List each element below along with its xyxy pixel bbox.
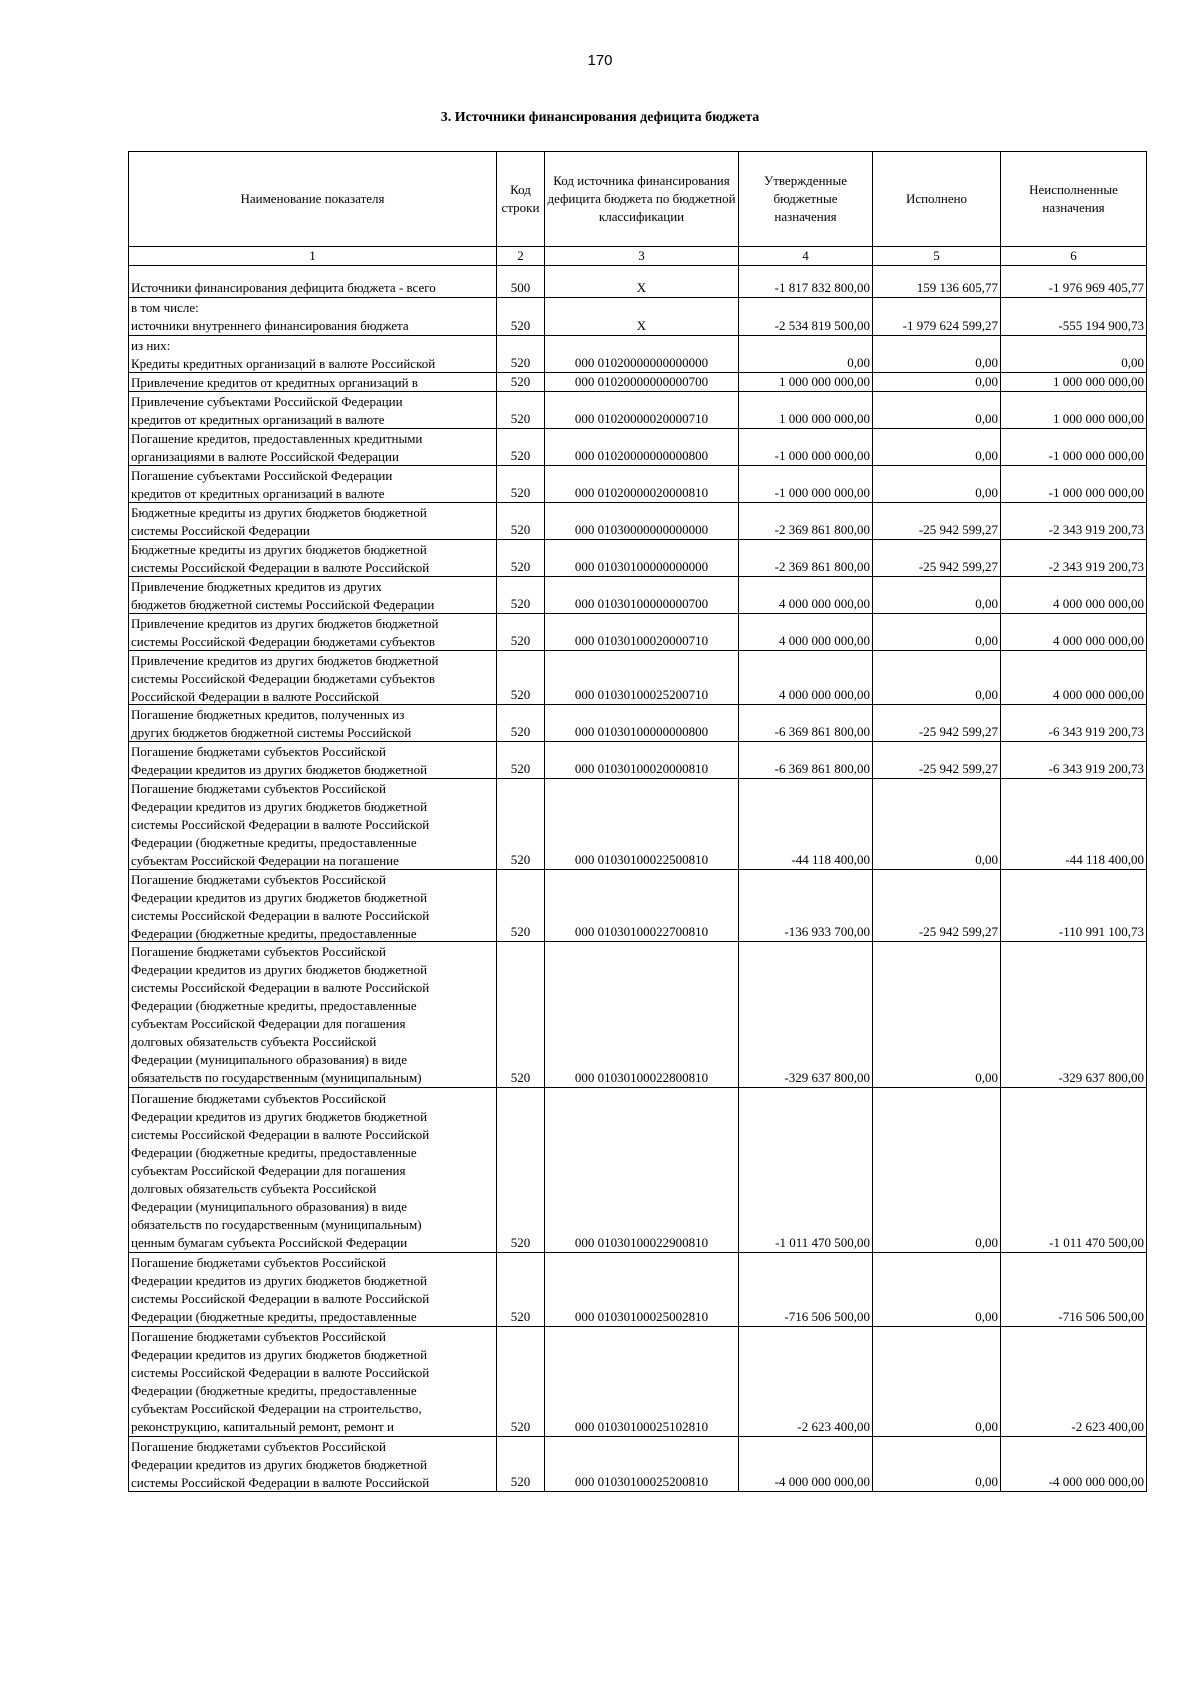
row-name: Погашение бюджетами субъектов Российской Федерации кредитов из других бюджетов бюджетной системы Российской Федерации в валюте Российской Федерации (бюджетные кредиты, предоставленные субъектам Российской Федерации на строительство, реконструкцию, капитальный ремонт, ремонт и xyxy=(131,1329,430,1434)
header-executed: Исполнено xyxy=(873,152,1001,247)
row-source-code: 000 01020000000000000 xyxy=(545,336,739,373)
column-number: 1 xyxy=(129,247,497,266)
header-approved: Утвержденные бюджетные назначения xyxy=(739,152,873,247)
row-executed: 0,00 xyxy=(873,1437,1001,1492)
row-name-cell xyxy=(129,779,497,870)
row-approved: -2 369 861 800,00 xyxy=(739,503,873,540)
row-approved: -1 011 470 500,00 xyxy=(739,1088,873,1253)
table-row xyxy=(129,1327,1147,1437)
row-source-code: 000 01030100025102810 xyxy=(545,1327,739,1437)
row-approved: -1 000 000 000,00 xyxy=(739,429,873,466)
row-approved: -6 369 861 800,00 xyxy=(739,742,873,779)
row-name: Привлечение кредитов из других бюджетов бюджетной системы Российской Федерации бюджетами субъектов xyxy=(131,616,439,649)
row-approved: -1 000 000 000,00 xyxy=(739,466,873,503)
row-executed: -25 942 599,27 xyxy=(873,540,1001,577)
row-source-code: 000 01030000000000000 xyxy=(545,503,739,540)
row-name-cell xyxy=(129,466,497,503)
row-remaining: -44 118 400,00 xyxy=(1001,779,1147,870)
row-executed: 0,00 xyxy=(873,466,1001,503)
row-name: в том числе: источники внутреннего финансирования бюджета xyxy=(131,300,409,333)
row-executed: -25 942 599,27 xyxy=(873,705,1001,742)
row-approved: -6 369 861 800,00 xyxy=(739,705,873,742)
row-approved: -136 933 700,00 xyxy=(739,870,873,942)
table-row xyxy=(129,1253,1147,1327)
row-executed: 0,00 xyxy=(873,429,1001,466)
row-executed: 0,00 xyxy=(873,779,1001,870)
row-name: Погашение бюджетных кредитов, полученных из других бюджетов бюджетной системы Российской xyxy=(131,707,412,740)
row-remaining: 1 000 000 000,00 xyxy=(1001,392,1147,429)
column-number: 2 xyxy=(497,247,545,266)
row-line-code: 520 xyxy=(497,614,545,651)
row-remaining: -2 343 919 200,73 xyxy=(1001,503,1147,540)
row-executed: -25 942 599,27 xyxy=(873,742,1001,779)
row-approved: 4 000 000 000,00 xyxy=(739,577,873,614)
row-approved: -2 369 861 800,00 xyxy=(739,540,873,577)
row-source-code: X xyxy=(545,298,739,336)
row-line-code: 520 xyxy=(497,779,545,870)
row-executed: 0,00 xyxy=(873,1253,1001,1327)
table-row xyxy=(129,651,1147,705)
table-row xyxy=(129,266,1147,298)
row-remaining: -6 343 919 200,73 xyxy=(1001,705,1147,742)
row-name: Погашение бюджетами субъектов Российской Федерации кредитов из других бюджетов бюджетной системы Российской Федерации в валюте Российской Федерации (бюджетные кредиты, предоставленные xyxy=(131,1255,430,1324)
row-line-code: 520 xyxy=(497,742,545,779)
table-row xyxy=(129,466,1147,503)
column-number-row xyxy=(129,247,1147,266)
row-line-code: 520 xyxy=(497,1253,545,1327)
row-name: Погашение кредитов, предоставленных кредитными организациями в валюте Российской Федерации xyxy=(131,431,423,464)
table-row xyxy=(129,614,1147,651)
row-name: Привлечение кредитов из других бюджетов бюджетной системы Российской Федерации бюджетами субъектов Российской Федерации в валюте Российской xyxy=(131,653,439,704)
row-name-cell xyxy=(129,614,497,651)
column-number: 3 xyxy=(545,247,739,266)
row-remaining: -1 011 470 500,00 xyxy=(1001,1088,1147,1253)
row-name: Привлечение кредитов от кредитных организаций в xyxy=(131,375,418,390)
table-header-row xyxy=(129,152,1147,247)
row-name-cell xyxy=(129,577,497,614)
table-row xyxy=(129,336,1147,373)
row-source-code: 000 01020000020000810 xyxy=(545,466,739,503)
row-line-code: 520 xyxy=(497,503,545,540)
row-source-code: 000 01030100000000000 xyxy=(545,540,739,577)
row-remaining: 0,00 xyxy=(1001,336,1147,373)
row-executed: 0,00 xyxy=(873,392,1001,429)
row-name-cell xyxy=(129,870,497,942)
row-remaining: -110 991 100,73 xyxy=(1001,870,1147,942)
row-name-cell xyxy=(129,503,497,540)
page-number: 170 xyxy=(587,52,613,69)
row-executed: 0,00 xyxy=(873,651,1001,705)
row-line-code: 520 xyxy=(497,336,545,373)
table-row xyxy=(129,429,1147,466)
row-executed: 0,00 xyxy=(873,1327,1001,1437)
row-source-code: X xyxy=(545,266,739,298)
row-source-code: 000 01030100022900810 xyxy=(545,1088,739,1253)
header-line-code: Код строки xyxy=(497,152,545,247)
row-source-code: 000 01020000000000700 xyxy=(545,373,739,392)
row-remaining: -716 506 500,00 xyxy=(1001,1253,1147,1327)
row-source-code: 000 01030100020000810 xyxy=(545,742,739,779)
row-executed: 159 136 605,77 xyxy=(873,266,1001,298)
row-line-code: 520 xyxy=(497,705,545,742)
row-name-cell xyxy=(129,705,497,742)
row-line-code: 520 xyxy=(497,870,545,942)
row-source-code: 000 01030100025200710 xyxy=(545,651,739,705)
table-row xyxy=(129,577,1147,614)
row-name-cell xyxy=(129,266,497,298)
row-source-code: 000 01030100022800810 xyxy=(545,942,739,1088)
row-name-cell xyxy=(129,336,497,373)
row-line-code: 520 xyxy=(497,651,545,705)
table-row xyxy=(129,1437,1147,1492)
row-executed: 0,00 xyxy=(873,614,1001,651)
row-source-code: 000 01020000020000710 xyxy=(545,392,739,429)
row-line-code: 520 xyxy=(497,298,545,336)
row-executed: 0,00 xyxy=(873,577,1001,614)
row-name: Погашение бюджетами субъектов Российской Федерации кредитов из других бюджетов бюджетной системы Российской Федерации в валюте Российской xyxy=(131,1439,430,1490)
row-source-code: 000 01030100025002810 xyxy=(545,1253,739,1327)
row-name: Бюджетные кредиты из других бюджетов бюджетной системы Российской Федерации xyxy=(131,505,427,538)
row-source-code: 000 01020000000000800 xyxy=(545,429,739,466)
row-name: Привлечение субъектами Российской Федерации кредитов от кредитных организаций в валюте xyxy=(131,394,403,427)
row-source-code: 000 01030100022500810 xyxy=(545,779,739,870)
header-name: Наименование показателя xyxy=(129,152,497,247)
table-row xyxy=(129,503,1147,540)
row-name-cell xyxy=(129,651,497,705)
row-executed: 0,00 xyxy=(873,942,1001,1088)
table-body xyxy=(129,266,1147,1492)
header-source-code: Код источника финансирования дефицита бюджета по бюджетной классификации xyxy=(545,152,739,247)
row-approved: 0,00 xyxy=(739,336,873,373)
row-approved: -716 506 500,00 xyxy=(739,1253,873,1327)
row-name-cell xyxy=(129,429,497,466)
column-number: 4 xyxy=(739,247,873,266)
row-line-code: 520 xyxy=(497,429,545,466)
row-source-code: 000 01030100022700810 xyxy=(545,870,739,942)
row-approved: -1 817 832 800,00 xyxy=(739,266,873,298)
row-remaining: 4 000 000 000,00 xyxy=(1001,577,1147,614)
row-name-cell xyxy=(129,373,497,392)
row-name-cell xyxy=(129,298,497,336)
row-name-cell xyxy=(129,1327,497,1437)
row-approved: -329 637 800,00 xyxy=(739,942,873,1088)
header-remaining: Неисполненные назначения xyxy=(1001,152,1147,247)
row-approved: 4 000 000 000,00 xyxy=(739,651,873,705)
row-remaining: 1 000 000 000,00 xyxy=(1001,373,1147,392)
row-name: Погашение бюджетами субъектов Российской Федерации кредитов из других бюджетов бюджетной системы Российской Федерации в валюте Российской Федерации (бюджетные кредиты, предоставленные субъектам Российской Федерации для погашения долговых обязательств субъекта Российской Федерации (муниципального образования) в виде обязательств по государственным (муниципальным) xyxy=(131,944,430,1085)
row-remaining: 4 000 000 000,00 xyxy=(1001,651,1147,705)
row-name: Погашение бюджетами субъектов Российской Федерации кредитов из других бюджетов бюджетной системы Российской Федерации в валюте Российской Федерации (бюджетные кредиты, предоставленные xyxy=(131,872,430,941)
row-executed: 0,00 xyxy=(873,336,1001,373)
row-name: Привлечение бюджетных кредитов из других бюджетов бюджетной системы Российской Федерации xyxy=(131,579,435,612)
row-line-code: 520 xyxy=(497,942,545,1088)
row-executed: -1 979 624 599,27 xyxy=(873,298,1001,336)
row-name: Источники финансирования дефицита бюджета - всего xyxy=(131,280,436,295)
table-row xyxy=(129,779,1147,870)
table-row xyxy=(129,373,1147,392)
row-remaining: -1 000 000 000,00 xyxy=(1001,429,1147,466)
table-row xyxy=(129,298,1147,336)
row-line-code: 520 xyxy=(497,466,545,503)
row-remaining: -555 194 900,73 xyxy=(1001,298,1147,336)
row-line-code: 520 xyxy=(497,392,545,429)
row-executed: 0,00 xyxy=(873,373,1001,392)
table-row xyxy=(129,742,1147,779)
row-source-code: 000 01030100025200810 xyxy=(545,1437,739,1492)
table-row xyxy=(129,705,1147,742)
row-remaining: -1 976 969 405,77 xyxy=(1001,266,1147,298)
table-row xyxy=(129,942,1147,1088)
row-approved: -2 623 400,00 xyxy=(739,1327,873,1437)
row-source-code: 000 01030100020000710 xyxy=(545,614,739,651)
row-line-code: 500 xyxy=(497,266,545,298)
row-approved: 1 000 000 000,00 xyxy=(739,392,873,429)
row-line-code: 520 xyxy=(497,577,545,614)
row-name: Бюджетные кредиты из других бюджетов бюджетной системы Российской Федерации в валюте Российской xyxy=(131,542,430,575)
row-name-cell xyxy=(129,1253,497,1327)
row-name-cell xyxy=(129,742,497,779)
row-name-cell xyxy=(129,1437,497,1492)
row-line-code: 520 xyxy=(497,1437,545,1492)
row-line-code: 520 xyxy=(497,540,545,577)
row-name: Погашение субъектами Российской Федерации кредитов от кредитных организаций в валюте xyxy=(131,468,393,501)
row-name-cell xyxy=(129,392,497,429)
row-remaining: -6 343 919 200,73 xyxy=(1001,742,1147,779)
row-line-code: 520 xyxy=(497,1088,545,1253)
section-title: 3. Источники финансирования дефицита бюджета xyxy=(440,110,760,125)
row-approved: 4 000 000 000,00 xyxy=(739,614,873,651)
row-approved: -4 000 000 000,00 xyxy=(739,1437,873,1492)
row-source-code: 000 01030100000000700 xyxy=(545,577,739,614)
row-name-cell xyxy=(129,942,497,1088)
column-number: 6 xyxy=(1001,247,1147,266)
row-remaining: -1 000 000 000,00 xyxy=(1001,466,1147,503)
row-line-code: 520 xyxy=(497,373,545,392)
row-name: Погашение бюджетами субъектов Российской Федерации кредитов из других бюджетов бюджетной xyxy=(131,744,428,777)
row-line-code: 520 xyxy=(497,1327,545,1437)
table-row xyxy=(129,1088,1147,1253)
row-remaining: 4 000 000 000,00 xyxy=(1001,614,1147,651)
row-remaining: -2 623 400,00 xyxy=(1001,1327,1147,1437)
row-approved: -44 118 400,00 xyxy=(739,779,873,870)
row-name-cell xyxy=(129,1088,497,1253)
row-name: из них: Кредиты кредитных организаций в валюте Российской xyxy=(131,338,436,371)
row-remaining: -329 637 800,00 xyxy=(1001,942,1147,1088)
row-executed: -25 942 599,27 xyxy=(873,503,1001,540)
row-name: Погашение бюджетами субъектов Российской Федерации кредитов из других бюджетов бюджетной системы Российской Федерации в валюте Российской Федерации (бюджетные кредиты, предоставленные субъектам Российской Федерации на погашение xyxy=(131,781,430,868)
row-remaining: -4 000 000 000,00 xyxy=(1001,1437,1147,1492)
row-executed: 0,00 xyxy=(873,1088,1001,1253)
row-remaining: -2 343 919 200,73 xyxy=(1001,540,1147,577)
row-approved: -2 534 819 500,00 xyxy=(739,298,873,336)
row-executed: -25 942 599,27 xyxy=(873,870,1001,942)
financing-sources-table xyxy=(128,151,1147,1492)
table-row xyxy=(129,392,1147,429)
column-number: 5 xyxy=(873,247,1001,266)
row-name-cell xyxy=(129,540,497,577)
row-name: Погашение бюджетами субъектов Российской Федерации кредитов из других бюджетов бюджетной системы Российской Федерации в валюте Российской Федерации (бюджетные кредиты, предоставленные субъектам Российской Федерации для погашения долговых обязательств субъекта Российской Федерации (муниципального образования) в виде обязательств по государственным (муниципальным) ценным бумагам субъекта Российской Федерации xyxy=(131,1091,430,1250)
row-source-code: 000 01030100000000800 xyxy=(545,705,739,742)
row-approved: 1 000 000 000,00 xyxy=(739,373,873,392)
table-row xyxy=(129,870,1147,942)
table-row xyxy=(129,540,1147,577)
